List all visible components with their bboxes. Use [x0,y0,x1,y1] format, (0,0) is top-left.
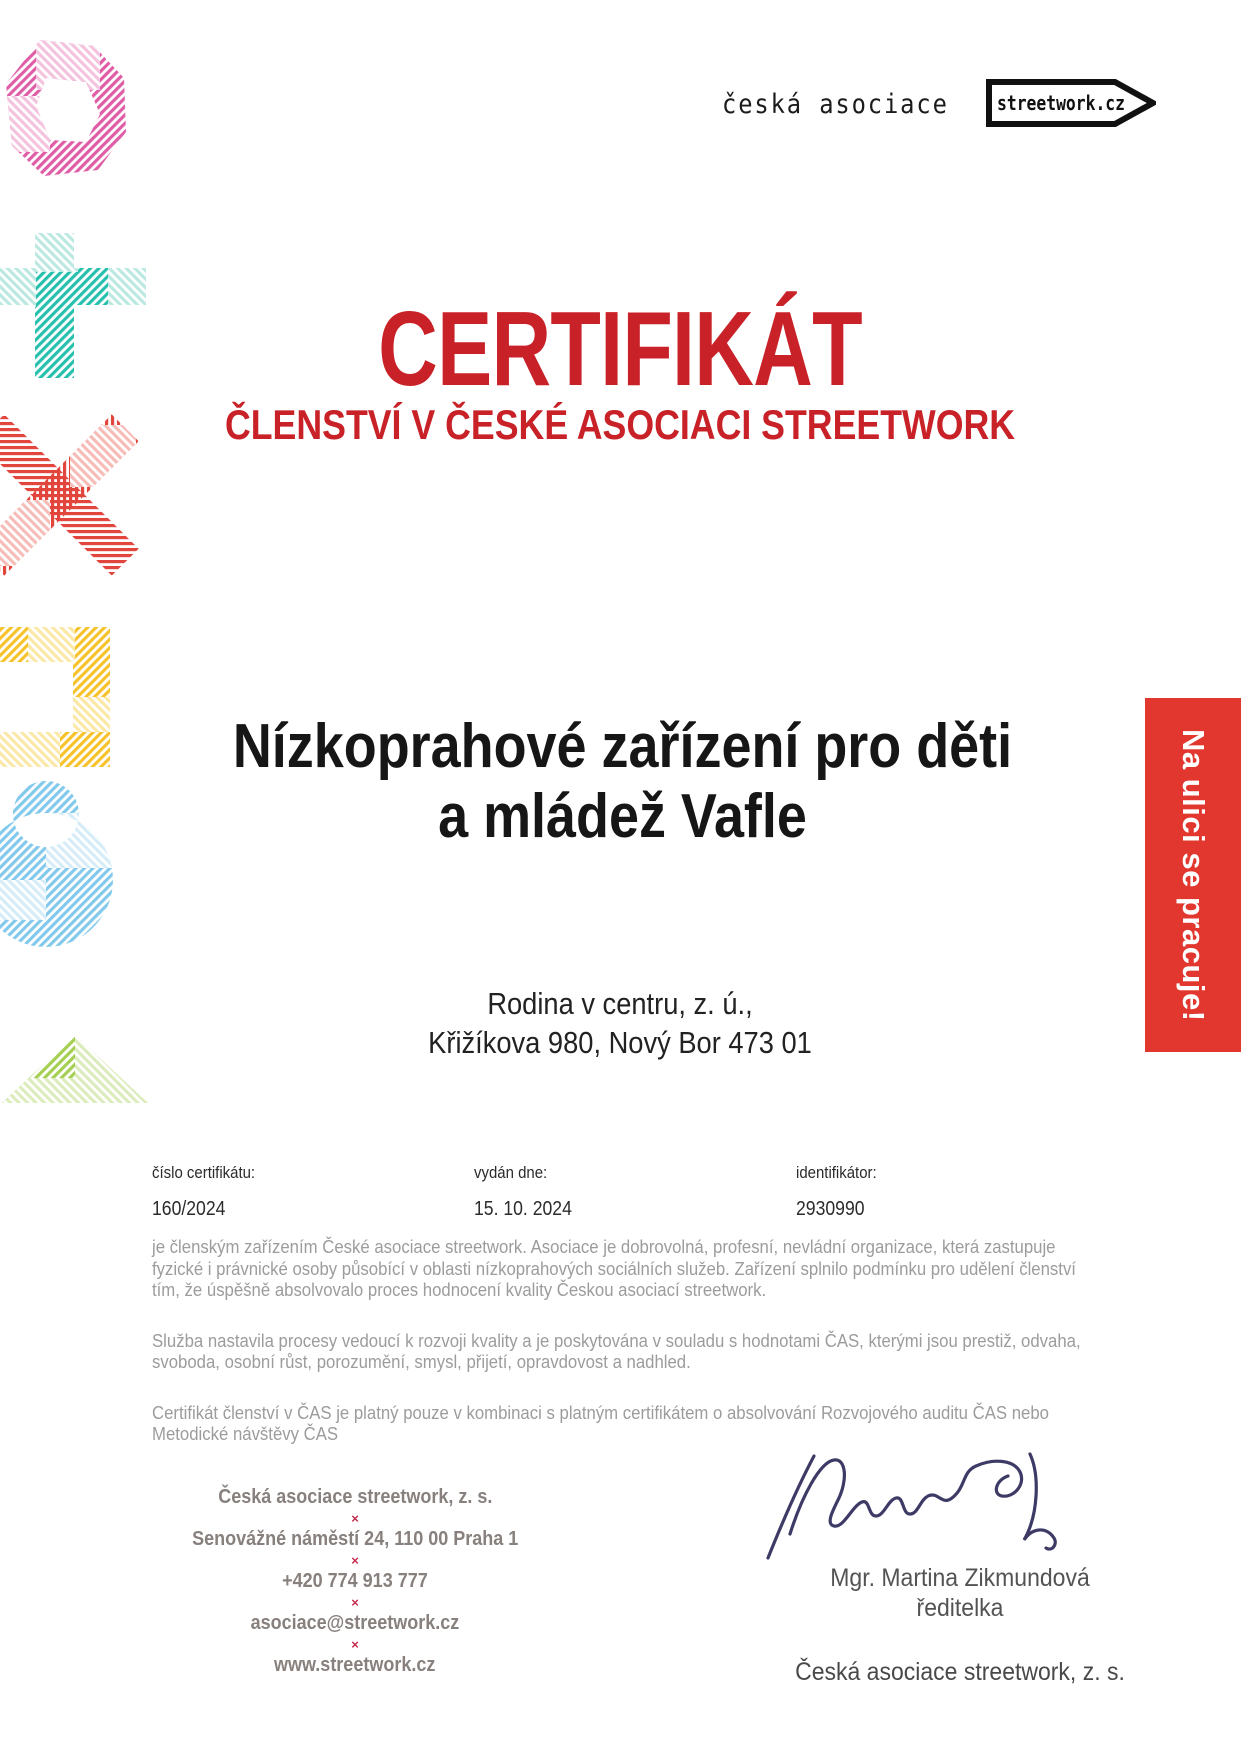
deco-teal-cross [0,230,146,378]
deco-pink-octagon-ring [6,38,126,176]
field-identifier [796,1163,1092,1221]
contact-separator-icon: × [351,1595,359,1610]
field-value: 160/2024 [152,1198,226,1220]
contact-org: Česká asociace streetwork, z. s. [217,1486,493,1508]
field-label: číslo certifikátu: [152,1163,256,1182]
recipient-name-line2: a mládež Vafle [438,782,807,851]
signatory-block [745,1563,1175,1687]
deco-blue-ring [0,781,116,947]
certificate-fields [152,1163,1092,1221]
contact-email: asociace@streetwork.cz [250,1612,460,1634]
recipient-address [180,984,1060,1062]
contact-separator-icon: × [351,1637,359,1652]
recipient-address-line: Křižíkova 980, Nový Bor 473 01 [428,1025,812,1060]
certificate-subtitle: ČLENSTVÍ V ČESKÉ ASOCIACI STREETWORK [224,401,1016,448]
contact-address: Senovážné náměstí 24, 110 00 Praha 1 [191,1528,519,1550]
contact-phone: +420 774 913 777 [282,1570,428,1592]
field-value: 15. 10. 2024 [474,1198,572,1220]
deco-yellow-bracket [0,627,110,767]
field-certificate-number [152,1163,474,1221]
field-issue-date [474,1163,796,1221]
recipient-name-line1: Nízkoprahové zařízení pro děti [232,712,1013,781]
recipient-org-line: Rodina v centru, z. ú., [487,986,753,1021]
certificate-title: CERTIFIKÁT [378,290,862,408]
signatory-name: Mgr. Martina Zikmundová [830,1564,1090,1592]
handwritten-signature [762,1436,1102,1564]
decorative-pattern-letters [0,0,150,1110]
signatory-org: Česká asociace streetwork, z. s. [795,1658,1125,1686]
field-label: identifikátor: [796,1163,877,1182]
paragraph-values: Služba nastavila procesy vedoucí k rozvoji kvality a je poskytována v souladu s hodnotami ČAS, kterými jsou prestiž, odvaha, svoboda, osobní růst, porozumění, smysl, přijetí, opravdovost a nadhled. [152,1330,1081,1372]
logo-box-label: streetwork.cz [997,91,1125,115]
recipient-name [172,712,1072,852]
paragraph-validity: Certifikát členství v ČAS je platný pouze v kombinaci s platným certifikátem o absolvování Rozvojového auditu ČAS nebo Metodické návštěvy ČAS [152,1402,1049,1444]
side-banner-label: Na ulici se pracuje! [1176,728,1211,1022]
logo-prefix-text: česká asociace [722,88,949,120]
contact-block [140,1487,570,1676]
contact-separator-icon: × [351,1511,359,1526]
contact-website: www.streetwork.cz [274,1654,436,1676]
contact-separator-icon: × [351,1553,359,1568]
deco-red-x [0,414,139,575]
signatory-role: ředitelka [916,1594,1004,1622]
deco-green-triangle [0,1033,150,1105]
field-label: vydán dne: [474,1163,548,1182]
field-value: 2930990 [796,1198,865,1220]
streetwork-logo [986,79,1156,127]
side-banner [1145,698,1241,1052]
paragraph-membership: je členským zařízením České asociace streetwork. Asociace je dobrovolná, profesní, nevládní organizace, která zastupuje fyzické i právnické osoby působící v oblasti nízkoprahových sociálních služeb. Zařízení splnilo podmínku pro udělení členství tím, že úspěšně absolvovalo proces hodnocení kvality Českou asociací streetwork. [152,1237,1076,1300]
